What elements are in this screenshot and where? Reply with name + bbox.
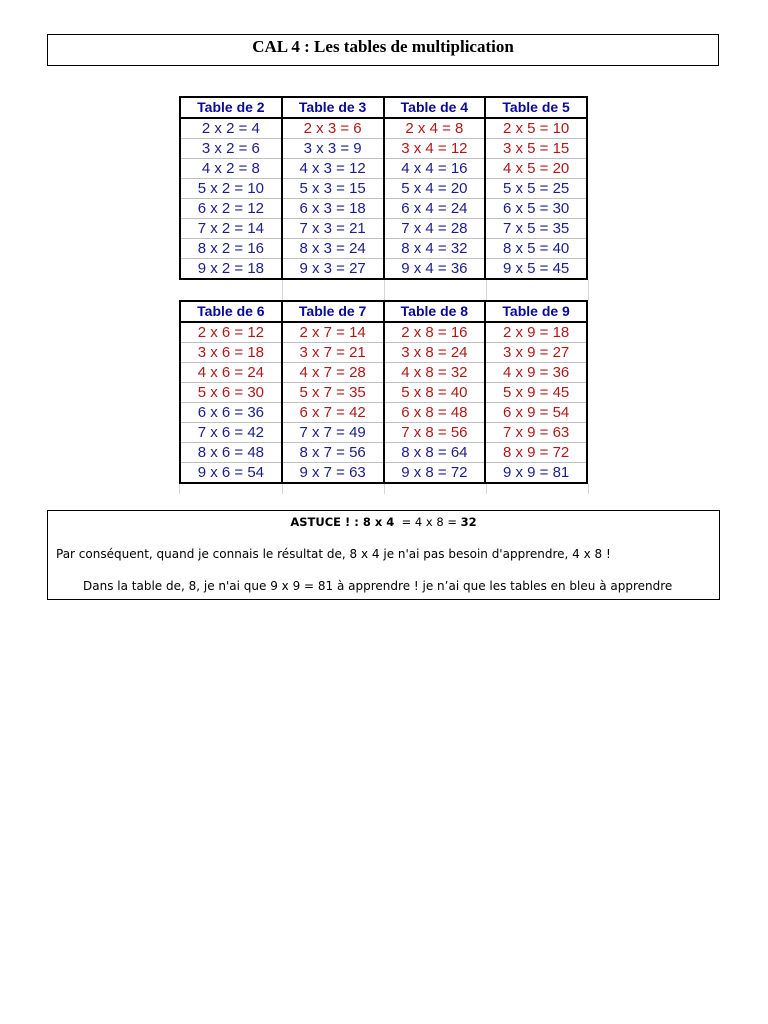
table-row bbox=[180, 219, 587, 239]
table-cell: 8 x 2 = 16 bbox=[180, 239, 282, 259]
table-row bbox=[180, 239, 587, 259]
table-row bbox=[180, 423, 587, 443]
table-cell: 2 x 6 = 12 bbox=[180, 322, 282, 343]
table-header: Table de 5 bbox=[485, 97, 587, 118]
table-cell: 3 x 8 = 24 bbox=[384, 343, 486, 363]
table-cell: 4 x 5 = 20 bbox=[485, 159, 587, 179]
table-cell: 5 x 4 = 20 bbox=[384, 179, 486, 199]
table-row bbox=[180, 139, 587, 159]
table-cell: 9 x 2 = 18 bbox=[180, 259, 282, 280]
table-cell: 3 x 9 = 27 bbox=[485, 343, 587, 363]
table-header: Table de 8 bbox=[384, 301, 486, 322]
table-header: Table de 2 bbox=[180, 97, 282, 118]
table-cell: 8 x 4 = 32 bbox=[384, 239, 486, 259]
table-cell: 8 x 9 = 72 bbox=[485, 443, 587, 463]
table-cell: 8 x 7 = 56 bbox=[282, 443, 384, 463]
table-row bbox=[180, 199, 587, 219]
table-cell: 6 x 9 = 54 bbox=[485, 403, 587, 423]
table-cell: 3 x 3 = 9 bbox=[282, 139, 384, 159]
header-row bbox=[180, 97, 587, 118]
table-cell: 6 x 3 = 18 bbox=[282, 199, 384, 219]
table-cell: 3 x 5 = 15 bbox=[485, 139, 587, 159]
table-cell: 9 x 6 = 54 bbox=[180, 463, 282, 484]
table-cell: 5 x 3 = 15 bbox=[282, 179, 384, 199]
table-cell: 8 x 5 = 40 bbox=[485, 239, 587, 259]
table-row bbox=[180, 363, 587, 383]
table-cell: 2 x 8 = 16 bbox=[384, 322, 486, 343]
table-cell: 7 x 8 = 56 bbox=[384, 423, 486, 443]
table-cell: 9 x 8 = 72 bbox=[384, 463, 486, 484]
table-cell: 4 x 4 = 16 bbox=[384, 159, 486, 179]
table-cell: 7 x 6 = 42 bbox=[180, 423, 282, 443]
tables-6-to-9 bbox=[179, 300, 588, 484]
table-row bbox=[180, 259, 587, 280]
table-header: Table de 4 bbox=[384, 97, 486, 118]
table-cell: 6 x 7 = 42 bbox=[282, 403, 384, 423]
table-cell: 8 x 3 = 24 bbox=[282, 239, 384, 259]
table-cell: 4 x 9 = 36 bbox=[485, 363, 587, 383]
tip-equation-left: 8 x 4 bbox=[362, 515, 395, 529]
table-cell: 7 x 5 = 35 bbox=[485, 219, 587, 239]
table-cell: 4 x 8 = 32 bbox=[384, 363, 486, 383]
header-row bbox=[180, 301, 587, 322]
tip-box bbox=[47, 510, 720, 600]
table-cell: 3 x 6 = 18 bbox=[180, 343, 282, 363]
table-row bbox=[180, 179, 587, 199]
tip-conclusion: Dans la table de, 8, je n'ai que 9 x 9 = 81 à apprendre ! je n’ai que les tables en bleu à apprendre bbox=[83, 579, 673, 593]
table-tail bbox=[179, 484, 588, 494]
table-row bbox=[180, 322, 587, 343]
tables-2-to-5 bbox=[179, 96, 588, 280]
table-cell: 7 x 3 = 21 bbox=[282, 219, 384, 239]
table-cell: 5 x 5 = 25 bbox=[485, 179, 587, 199]
table-cell: 2 x 5 = 10 bbox=[485, 118, 587, 139]
table-cell: 7 x 9 = 63 bbox=[485, 423, 587, 443]
table-row bbox=[180, 343, 587, 363]
tip-equation-middle: = 4 x 8 = bbox=[394, 515, 461, 529]
table-header: Table de 9 bbox=[485, 301, 587, 322]
table-cell: 4 x 3 = 12 bbox=[282, 159, 384, 179]
table-cell: 2 x 3 = 6 bbox=[282, 118, 384, 139]
table-cell: 9 x 4 = 36 bbox=[384, 259, 486, 280]
table-cell: 9 x 9 = 81 bbox=[485, 463, 587, 484]
table-cell: 9 x 3 = 27 bbox=[282, 259, 384, 280]
table-cell: 2 x 7 = 14 bbox=[282, 322, 384, 343]
table-row bbox=[180, 403, 587, 423]
table-header: Table de 7 bbox=[282, 301, 384, 322]
table-row bbox=[180, 383, 587, 403]
table-cell: 7 x 7 = 49 bbox=[282, 423, 384, 443]
table-cell: 2 x 2 = 4 bbox=[180, 118, 282, 139]
table-cell: 9 x 5 = 45 bbox=[485, 259, 587, 280]
page-title: CAL 4 : Les tables de multiplication bbox=[47, 34, 719, 66]
tip-explanation: Par conséquent, quand je connais le résultat de, 8 x 4 je n'ai pas besoin d'apprendre, 4 x 8 ! bbox=[56, 547, 611, 561]
table-cell: 5 x 9 = 45 bbox=[485, 383, 587, 403]
table-cell: 5 x 8 = 40 bbox=[384, 383, 486, 403]
table-cell: 3 x 4 = 12 bbox=[384, 139, 486, 159]
tip-label: ASTUCE ! : bbox=[290, 515, 363, 529]
table-cell: 2 x 9 = 18 bbox=[485, 322, 587, 343]
tip-equation-result: 32 bbox=[460, 515, 477, 529]
table-row bbox=[180, 443, 587, 463]
table-cell: 5 x 7 = 35 bbox=[282, 383, 384, 403]
multiplication-tables bbox=[179, 96, 591, 494]
table-cell: 5 x 6 = 30 bbox=[180, 383, 282, 403]
table-cell: 8 x 6 = 48 bbox=[180, 443, 282, 463]
table-cell: 4 x 7 = 28 bbox=[282, 363, 384, 383]
table-cell: 6 x 8 = 48 bbox=[384, 403, 486, 423]
table-header: Table de 3 bbox=[282, 97, 384, 118]
table-row bbox=[180, 463, 587, 484]
table-cell: 4 x 6 = 24 bbox=[180, 363, 282, 383]
table-cell: 6 x 5 = 30 bbox=[485, 199, 587, 219]
table-row bbox=[180, 118, 587, 139]
table-cell: 2 x 4 = 8 bbox=[384, 118, 486, 139]
table-spacer bbox=[179, 280, 588, 300]
table-header: Table de 6 bbox=[180, 301, 282, 322]
table-cell: 6 x 2 = 12 bbox=[180, 199, 282, 219]
table-cell: 4 x 2 = 8 bbox=[180, 159, 282, 179]
table-cell: 8 x 8 = 64 bbox=[384, 443, 486, 463]
table-cell: 6 x 4 = 24 bbox=[384, 199, 486, 219]
table-cell: 3 x 7 = 21 bbox=[282, 343, 384, 363]
table-cell: 5 x 2 = 10 bbox=[180, 179, 282, 199]
table-cell: 3 x 2 = 6 bbox=[180, 139, 282, 159]
table-cell: 7 x 4 = 28 bbox=[384, 219, 486, 239]
table-cell: 9 x 7 = 63 bbox=[282, 463, 384, 484]
table-row bbox=[180, 159, 587, 179]
table-cell: 6 x 6 = 36 bbox=[180, 403, 282, 423]
table-cell: 7 x 2 = 14 bbox=[180, 219, 282, 239]
tip-heading bbox=[48, 515, 719, 529]
